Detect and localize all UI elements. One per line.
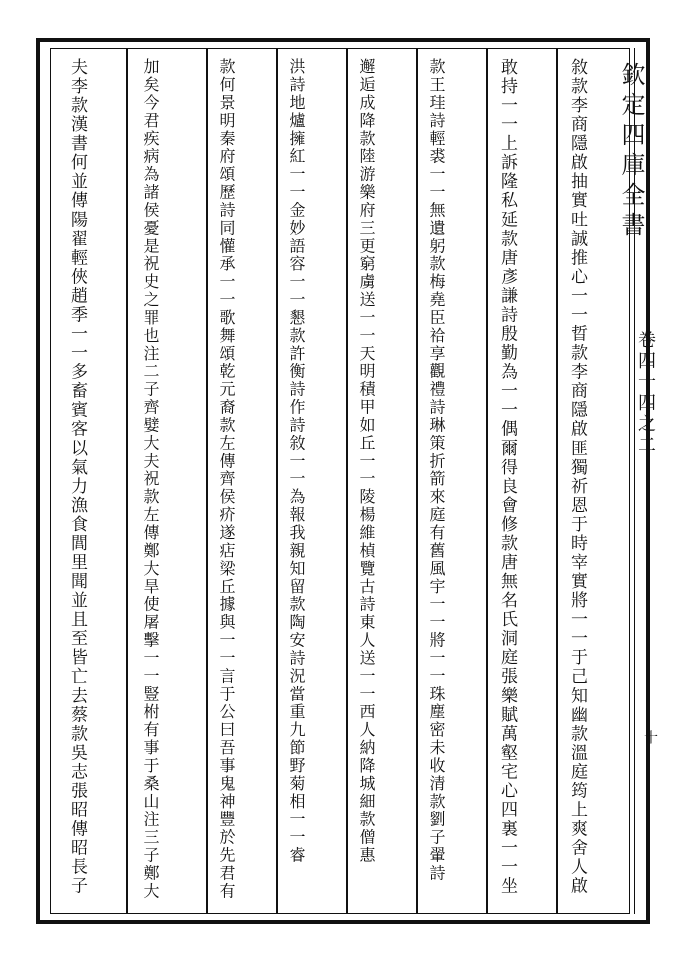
column-rule (346, 48, 348, 914)
text-column-4: 邂逅成降款陸游樂府三更窮虜送一一天明積甲如丘一一陵楊維楨覽古詩東人送一一西人納降城細款僧惠 (357, 58, 376, 865)
column-rule (206, 48, 208, 914)
text-column-5: 洪詩地爐擁紅一一金妙語容一一懇款許衡詩作詩敘一一為報我親知留款陶安詩況當重九節野菊相一一睿 (287, 58, 306, 865)
text-column-2: 敢持一一上訴隆私延款唐彥謙詩殷勤為一一偶爾得良會修款唐無名氏洞庭張樂賦萬壑宅心四裏一一坐 (497, 58, 517, 896)
text-column-7: 加矣今君疾病為諸侯憂是祝史之罪也注二子齊嬖大夫祝款左傳鄭大旱使屠擊一一豎柎有事于桑山注三子鄭大 (141, 58, 160, 901)
volume-label: 卷四十四之二 (635, 330, 656, 456)
folio-mark: 十 (642, 730, 658, 744)
text-column-3: 款王珪詩輕裘一一無遺躬款梅堯臣祫享觀禮詩琳策折箭來庭有舊風宇一一將一一珠塵密未收清款劉子翬詩 (427, 58, 446, 883)
text-column-1: 敘款李商隱啟抽實吐誠推心一一晢款李商隱啟匪獨祈恩于時宰實將一一于己知幽款溫庭筠上爽舍人啟 (567, 58, 587, 896)
text-column-8: 夫李款漢書何並傳陽翟輕俠趙季一一多畜賓客以氣力漁食閭里聞並且至皆亡去蔡款吳志張昭傳昭長子 (67, 58, 87, 896)
book-title: 欽定四庫全書 (617, 62, 645, 242)
column-rule (486, 48, 488, 914)
page-border-inner (50, 48, 630, 914)
column-rule (556, 48, 558, 914)
column-rule (126, 48, 128, 914)
text-column-6: 款何景明秦府頌歷詩同懽承一一歌舞頌乾元裔款左傳齊侯疥遂痁梁丘據與一一言于公曰吾事鬼神豐於先君有 (217, 58, 236, 901)
column-rule (416, 48, 418, 914)
column-rule (276, 48, 278, 914)
